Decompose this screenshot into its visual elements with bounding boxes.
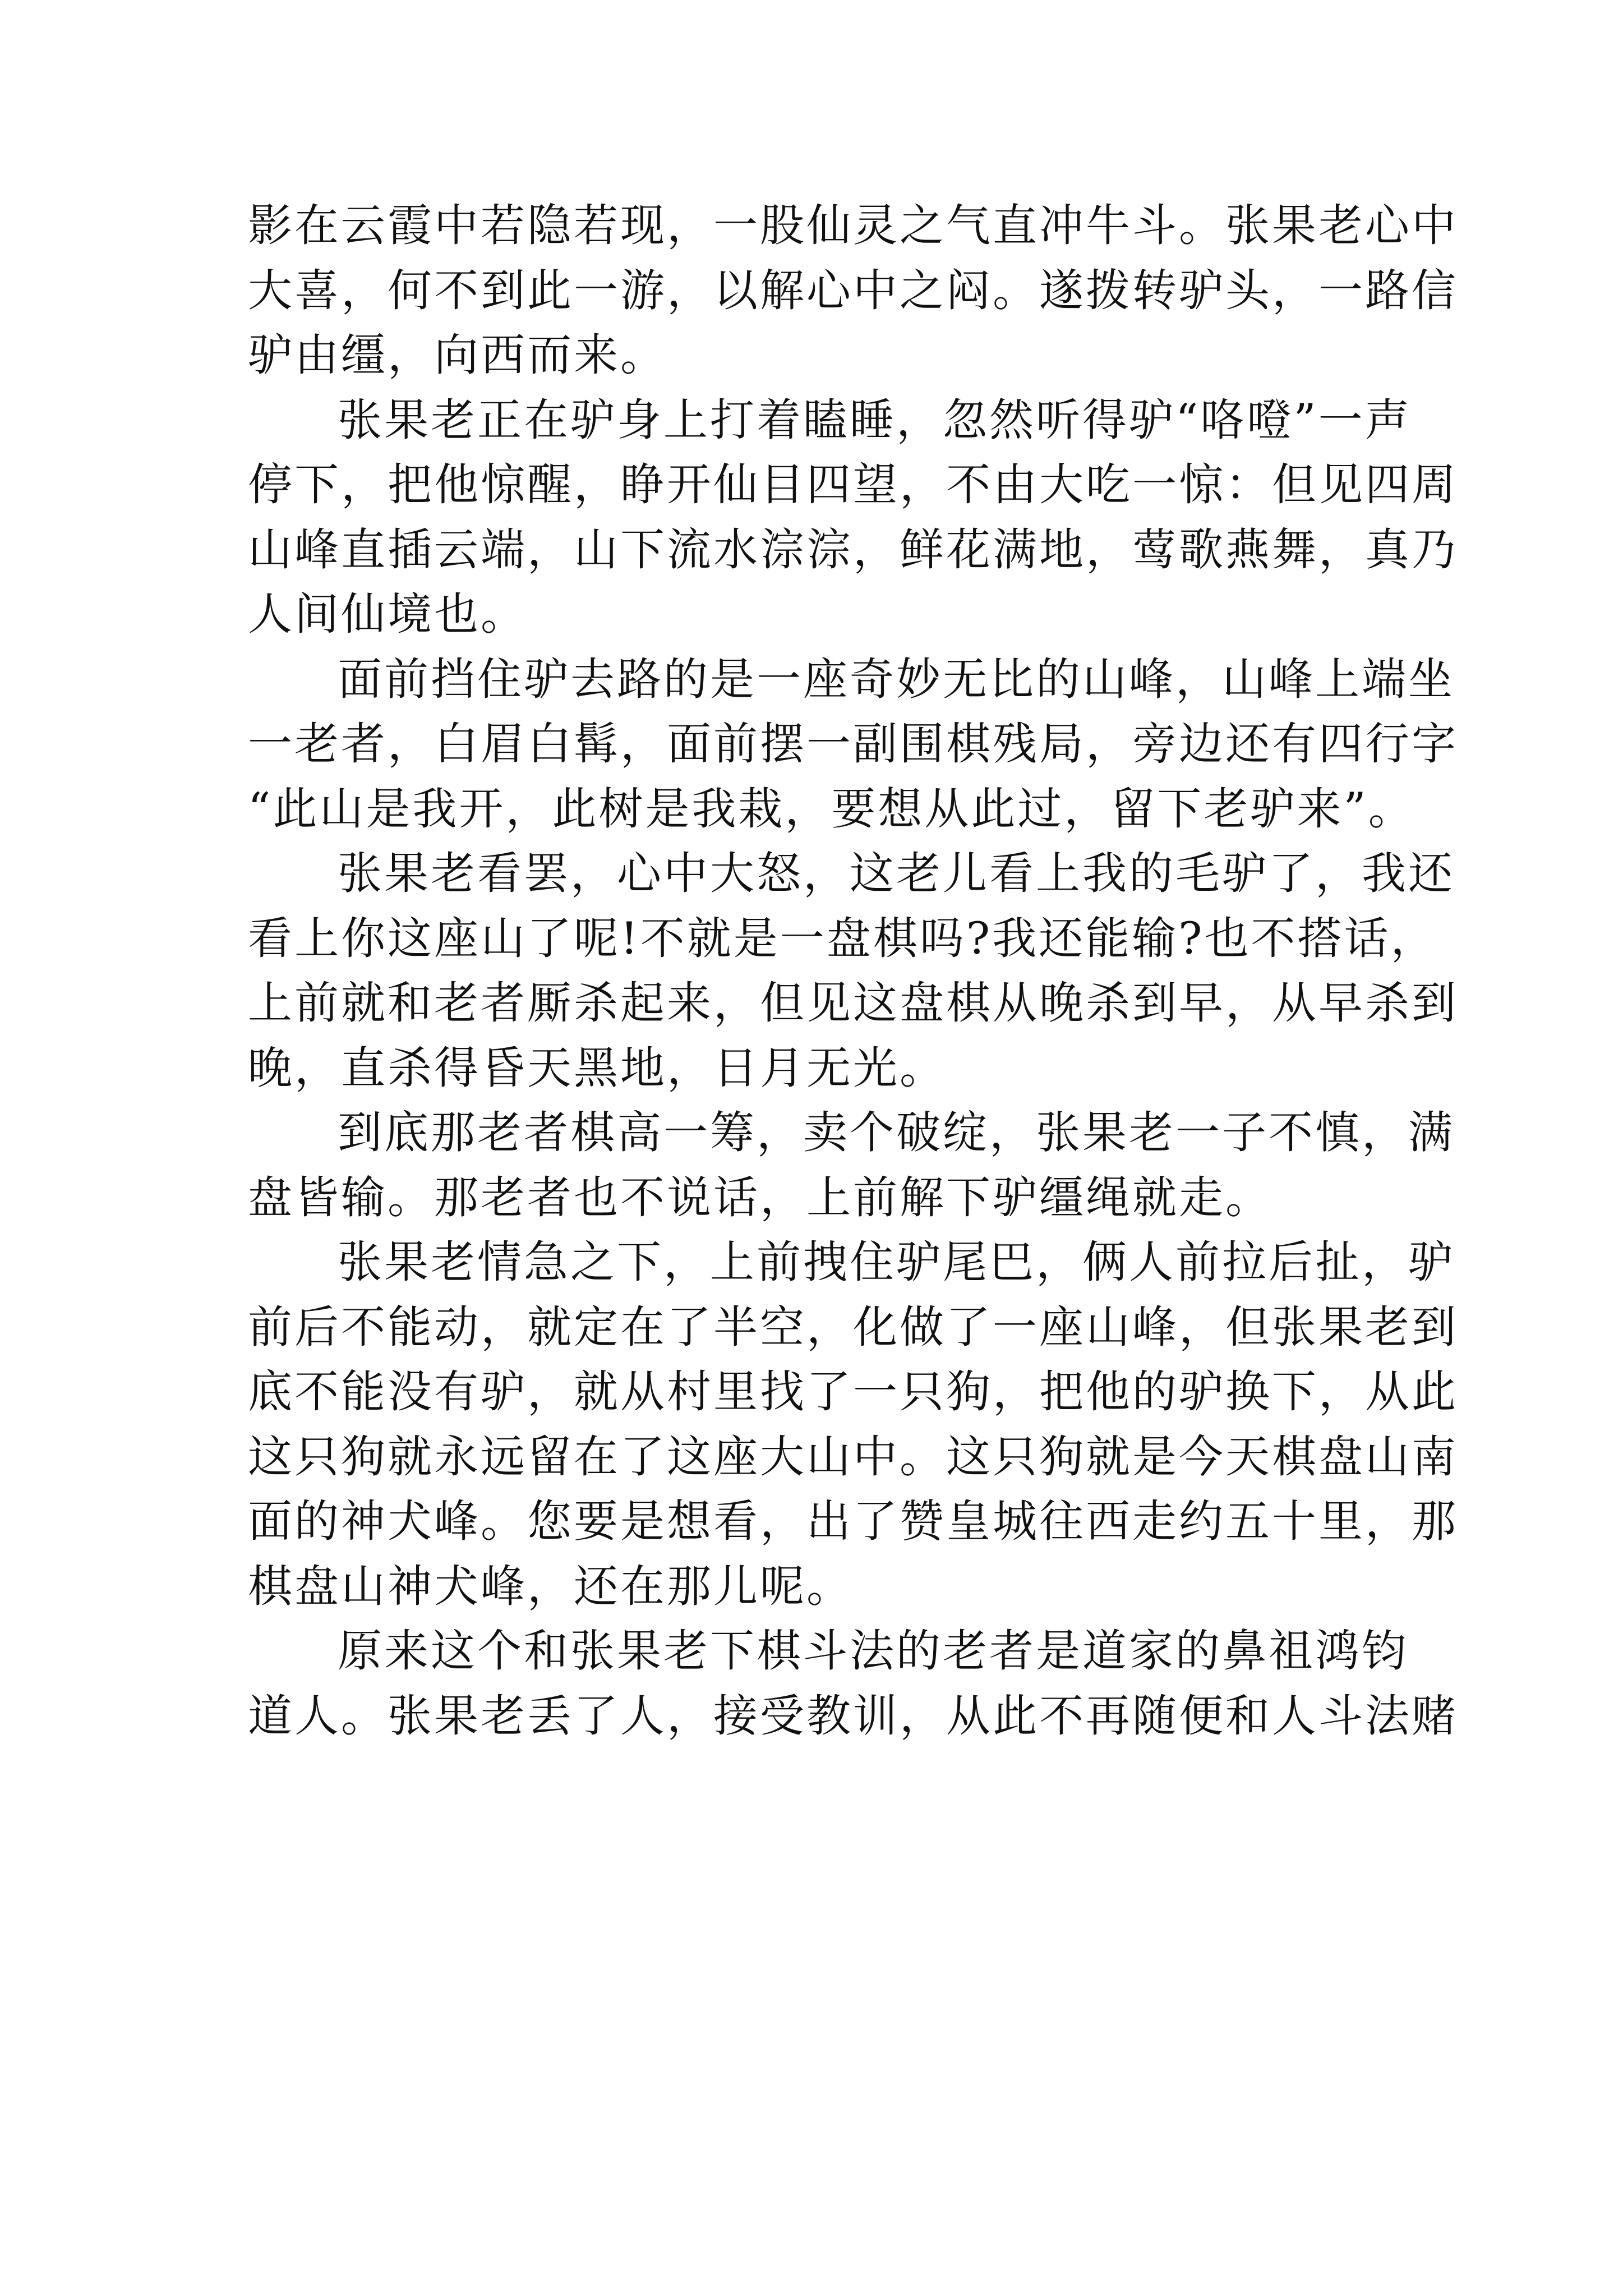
text-line: 张果老正在驴身上打着瞌睡，忽然听得驴“咯噔”一声: [338, 394, 1412, 446]
text-line: 一老者，白眉白髯，面前摆一副围棋残局，旁边还有四行字: [248, 718, 1458, 770]
text-line: 张果老情急之下，上前拽住驴尾巴，俩人前拉后扯，驴: [338, 1236, 1455, 1288]
text-line: “此山是我开，此树是我栽，要想从此过，留下老驴来”。: [248, 783, 1415, 835]
text-line: 面前挡住驴去路的是一座奇妙无比的山峰，山峰上端坐: [338, 653, 1455, 705]
text-line: 棋盘山神犬峰，还在那儿呢。: [248, 1560, 853, 1612]
text-line: 盘皆输。那老者也不说话，上前解下驴缰绳就走。: [248, 1171, 1272, 1223]
text-line: 道人。张果老丢了人，接受教训，从此不再随便和人斗法赌: [248, 1690, 1458, 1742]
text-line: 停下，把他惊醒，睁开仙目四望，不由大吃一惊：但见四周: [248, 459, 1458, 510]
text-line: 驴由缰，向西而来。: [248, 329, 667, 381]
text-line: 山峰直插云端，山下流水淙淙，鲜花满地，莺歌燕舞，真乃: [248, 523, 1458, 576]
text-line: 大喜，何不到此一游，以解心中之闷。遂拨转驴头，一路信: [248, 264, 1458, 316]
text-line: 面的神犬峰。您要是想看，出了赞皇城往西走约五十里，那: [248, 1496, 1458, 1547]
text-line: 底不能没有驴，就从村里找了一只狗，把他的驴换下，从此: [248, 1366, 1458, 1418]
text-line: 原来这个和张果老下棋斗法的老者是道家的鼻祖鸿钧: [338, 1625, 1408, 1677]
text-line: 人间仙境也。: [248, 588, 527, 640]
body-text: [248, 194, 1458, 1749]
text-line: 晚，直杀得昏天黑地，日月无光。: [248, 1042, 946, 1094]
text-line: 前后不能动，就定在了半空，化做了一座山峰，但张果老到: [248, 1301, 1458, 1353]
text-line: 张果老看罢，心中大怒，这老儿看上我的毛驴了，我还: [338, 848, 1455, 899]
text-line: 看上你这座山了呢!不就是一盘棋吗?我还能输?也不搭话，: [248, 912, 1437, 964]
text-line: 这只狗就永远留在了这座大山中。这只狗就是今天棋盘山南: [248, 1430, 1458, 1483]
text-line: 到底那老者棋高一筹，卖个破绽，张果老一子不慎，满: [338, 1107, 1455, 1158]
text-line: 影在云霞中若隐若现，一股仙灵之气直冲牛斗。张果老心中: [248, 200, 1458, 251]
text-line: 上前就和老者厮杀起来，但见这盘棋从晚杀到早，从早杀到: [248, 977, 1458, 1029]
